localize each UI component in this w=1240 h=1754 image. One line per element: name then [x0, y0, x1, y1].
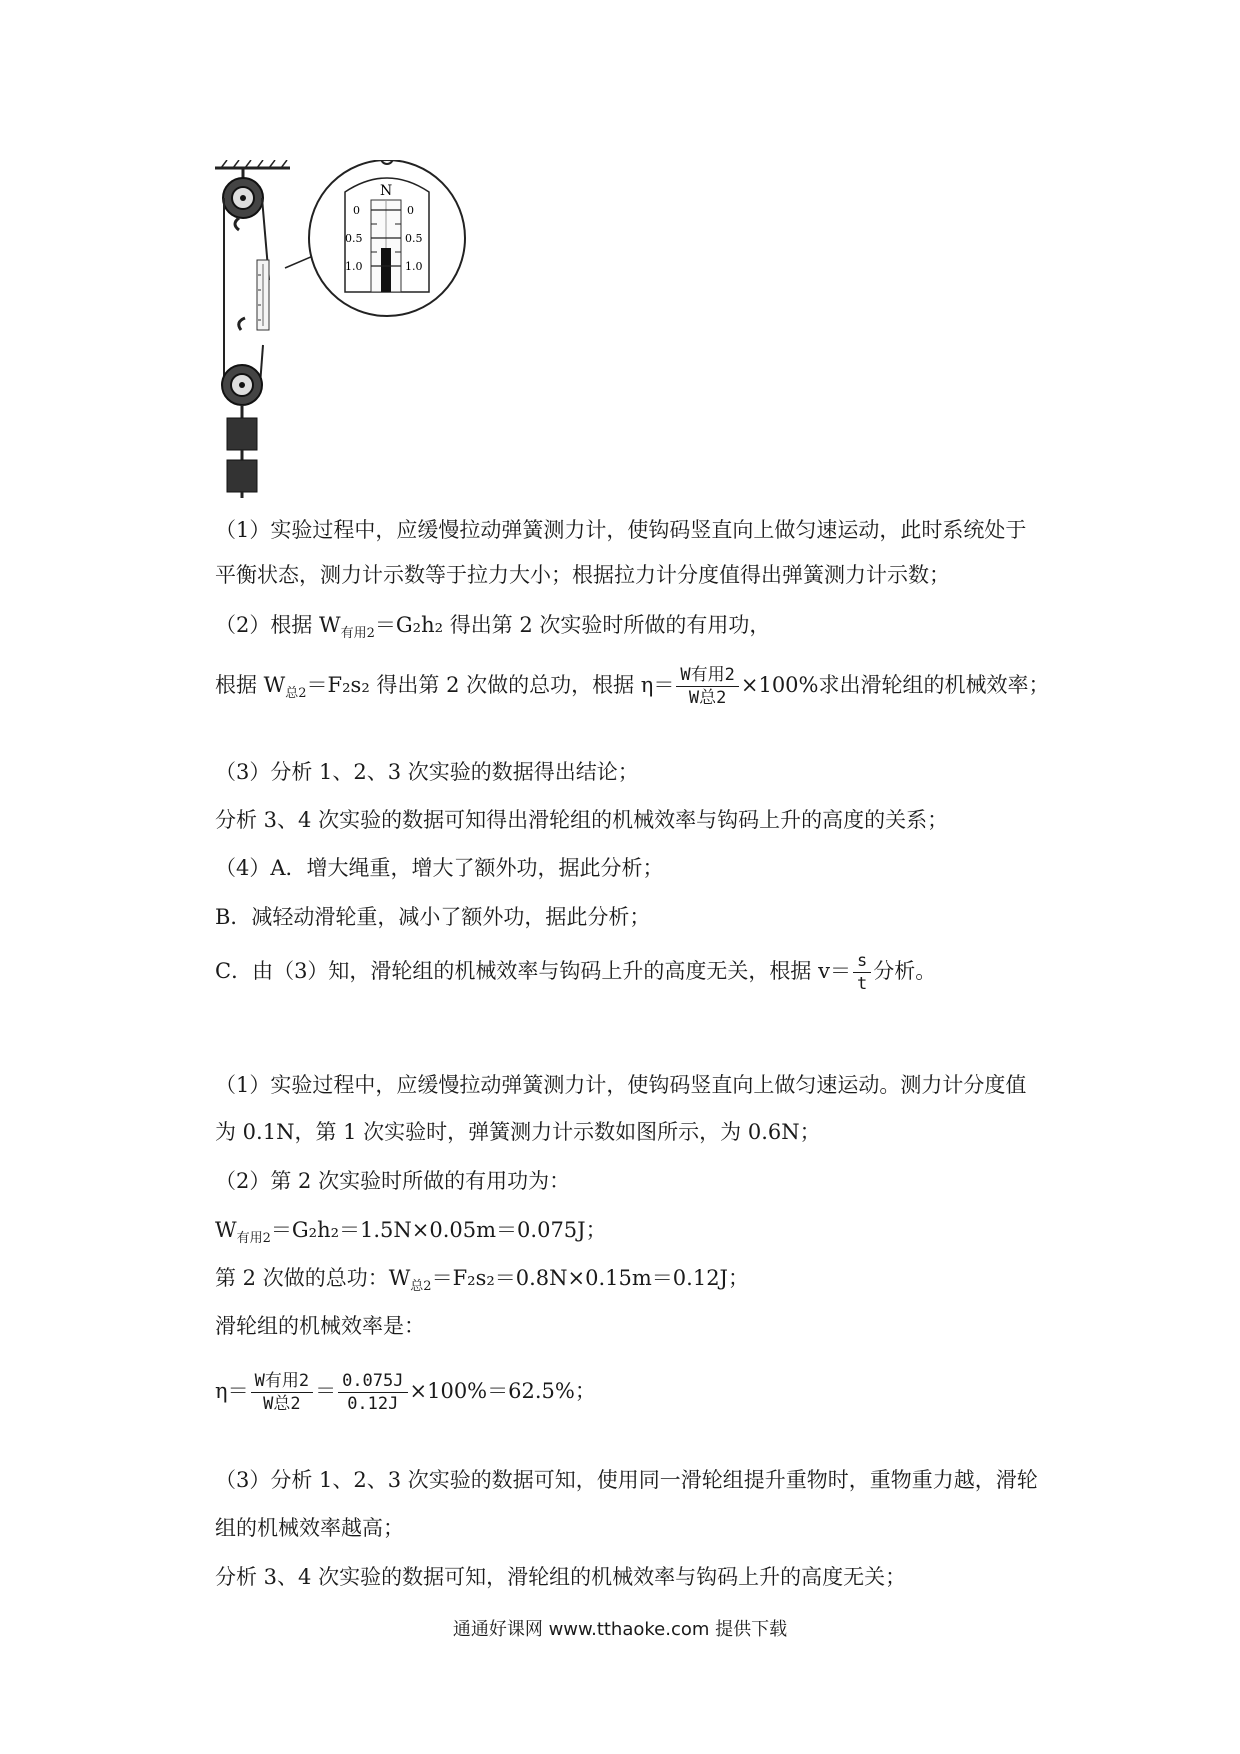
- solution-line-8: （3）分析 1、2、3 次实验的数据可知，使用同一滑轮组提升重物时，重物重力越，滑轮: [215, 1468, 1038, 1492]
- analysis-line-2: 平衡状态，测力计示数等于拉力大小；根据拉力计分度值得出弹簧测力计示数；: [215, 563, 950, 587]
- solution-line-6: 滑轮组的机械效率是：: [215, 1314, 425, 1338]
- solution-line-9: 组的机械效率越高；: [215, 1516, 404, 1540]
- scale-label-left-0.5: 0.5: [345, 232, 363, 245]
- text-segment: ×100%求出滑轮组的机械效率；: [740, 673, 1050, 697]
- text-segment: ＝F₂s₂＝0.8N×0.15m＝0.12J；: [431, 1266, 749, 1290]
- scale-label-left-1.0: 1.0: [345, 260, 363, 273]
- pulley-spring-scale-figure: [215, 160, 535, 500]
- solution-line-3: （2）第 2 次实验时所做的有用功为：: [215, 1169, 571, 1193]
- spring-scale-magnified: [309, 160, 465, 316]
- subscript: 有用2: [340, 626, 375, 642]
- solution-line-10: 分析 3、4 次实验的数据可知，滑轮组的机械效率与钩码上升的高度无关；: [215, 1565, 907, 1589]
- text-segment: C．由（3）知，滑轮组的机械效率与钩码上升的高度无关，根据 v＝: [215, 959, 851, 983]
- text-segment: ×100%＝62.5%；: [409, 1379, 596, 1403]
- analysis-line-4: [215, 664, 1050, 709]
- page-footer: 通通好课网 www.tthaoke.com 提供下载: [452, 1619, 788, 1640]
- efficiency-fraction-symbolic: [251, 1370, 313, 1415]
- analysis-line-3: [215, 610, 770, 649]
- analysis-line-7: （4）A．增大绳重，增大了额外功，据此分析；: [215, 856, 664, 880]
- fraction-numerator: 0.075J: [338, 1370, 407, 1393]
- subscript: 有用2: [236, 1231, 271, 1247]
- solution-line-4: [215, 1215, 607, 1254]
- text-segment: 第 2 次做的总功：W: [215, 1266, 411, 1290]
- fraction-denominator: W总2: [263, 1394, 301, 1414]
- movable-pulley: [222, 318, 262, 418]
- solution-line-5: [215, 1263, 749, 1302]
- hook-weights: [227, 418, 257, 498]
- text-segment: 分析。: [873, 959, 937, 983]
- scale-label-right-0.5: 0.5: [405, 232, 423, 245]
- fraction-denominator: t: [856, 974, 868, 994]
- efficiency-fraction: [676, 664, 738, 709]
- text-segment: ＝: [315, 1379, 337, 1403]
- fraction-numerator: W有用2: [676, 664, 738, 687]
- efficiency-fraction-numeric: [338, 1370, 407, 1415]
- velocity-fraction: [853, 950, 871, 995]
- solution-line-7: [215, 1370, 596, 1415]
- solution-line-1: （1）实验过程中，应缓慢拉动弹簧测力计，使钩码竖直向上做匀速运动。测力计分度值: [215, 1073, 1027, 1097]
- analysis-line-5: （3）分析 1、2、3 次实验的数据得出结论；: [215, 760, 639, 784]
- fraction-numerator: W有用2: [251, 1370, 313, 1393]
- scale-unit-label: N: [380, 183, 393, 199]
- analysis-line-8: B．减轻动滑轮重，减小了额外功，据此分析；: [215, 905, 651, 929]
- fraction-numerator: s: [853, 950, 871, 973]
- scale-label-right-1.0: 1.0: [405, 260, 423, 273]
- fraction-denominator: W总2: [688, 688, 727, 708]
- text-segment: 根据 W: [215, 673, 286, 697]
- fraction-denominator: 0.12J: [347, 1394, 399, 1414]
- text-segment: η＝: [215, 1379, 249, 1403]
- subscript: 总2: [285, 686, 307, 702]
- fixed-pulley: [223, 168, 263, 230]
- text-segment: （2）根据 W: [215, 613, 341, 637]
- text-segment: W: [215, 1218, 237, 1242]
- scale-label-right-0: 0: [407, 204, 414, 217]
- analysis-line-9: [215, 950, 936, 995]
- subscript: 总2: [410, 1279, 432, 1295]
- text-segment: ＝F₂s₂ 得出第 2 次做的总功，根据 η＝: [306, 673, 675, 697]
- scale-label-left-0: 0: [353, 204, 360, 217]
- spring-scale-small: [257, 260, 269, 330]
- text-segment: ＝G₂h₂ 得出第 2 次实验时所做的有用功，: [374, 613, 771, 637]
- ceiling-hatch: [215, 160, 290, 168]
- text-segment: ＝G₂h₂＝1.5N×0.05m＝0.075J；: [270, 1218, 607, 1242]
- analysis-line-6: 分析 3、4 次实验的数据可知得出滑轮组的机械效率与钩码上升的高度的关系；: [215, 808, 949, 832]
- solution-line-2: 为 0.1N，第 1 次实验时，弹簧测力计示数如图所示，为 0.6N；: [215, 1120, 821, 1144]
- analysis-line-1: （1）实验过程中，应缓慢拉动弹簧测力计，使钩码竖直向上做匀速运动，此时系统处于: [215, 518, 1027, 542]
